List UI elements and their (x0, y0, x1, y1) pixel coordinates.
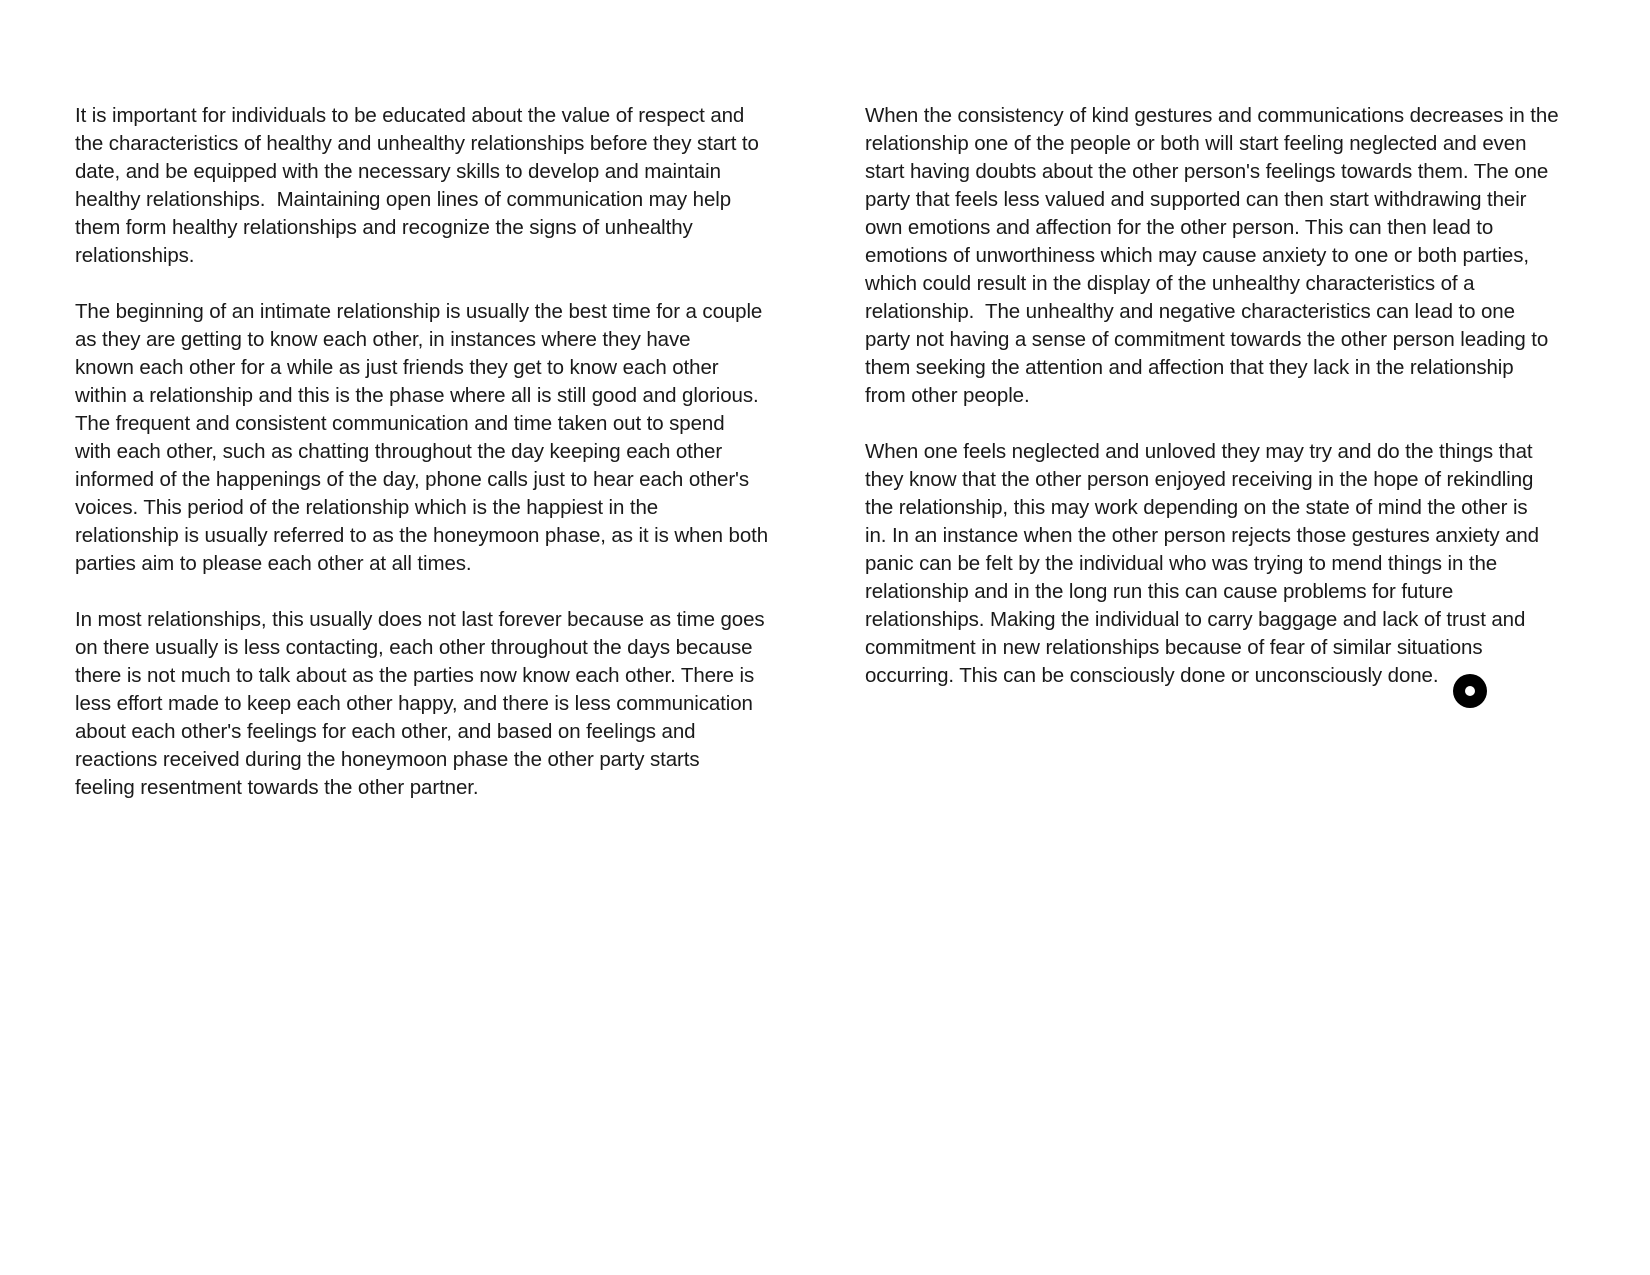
paragraph: In most relationships, this usually does not last forever because as time goes on there usually is less contacting, each other throughout the days because there is not much to talk about as the parties now know each other. There is less effort made to keep each other happy, and there is less communication about each other's feelings for each other, and based on feelings and reactions received during the honeymoon phase the other party starts feeling resentment towards the other partner. (75, 608, 765, 799)
right-text-column (865, 102, 1583, 718)
end-of-article-bullet-icon (1453, 674, 1487, 708)
paragraph: It is important for individuals to be educated about the value of respect and the characteristics of healthy and unhealthy relationships before they start to date, and be equipped with the necessary skills to develop and maintain healthy relationships. Maintaining open lines of communication may help them form healthy relationships and recognize the signs of unhealthy relationships. (75, 104, 759, 267)
paragraph: When the consistency of kind gestures and communications decreases in the relationship one of the people or both will start feeling neglected and even start having doubts about the other person's feelings towards them. The one party that feels less valued and supported can then start withdrawing their own emotions and affection for the other person. This can then lead to emotions of unworthiness which may cause anxiety to one or both parties, which could result in the display of the unhealthy characteristics of a relationship. The unhealthy and negative characteristics can lead to one party not having a sense of commitment towards the other person leading to them seeking the attention and affection that they lack in the relationship from other people. (865, 104, 1559, 407)
left-text-column (75, 102, 793, 830)
paragraph: When one feels neglected and unloved they may try and do the things that they know that the other person enjoyed receiving in the hope of rekindling the relationship, this may work depending on the state of mind the other is in. In an instance when the other person rejects those gestures anxiety and panic can be felt by the individual who was trying to mend things in the relationship and in the long run this can cause problems for future relationships. Making the individual to carry baggage and lack of trust and commitment in new relationships because of fear of similar situations occurring. This can be consciously done or unconsciously done. (865, 440, 1539, 687)
paragraph: The beginning of an intimate relationship is usually the best time for a couple as they are getting to know each other, in instances where they have known each other for a while as just friends they get to know each other within a relationship and this is the phase where all is still good and glorious. The frequent and consistent communication and time taken out to spend with each other, such as chatting throughout the day keeping each other informed of the happenings of the day, phone calls just to hear each other's voices. This period of the relationship which is the happiest in the relationship is usually referred to as the honeymoon phase, as it is when both parties aim to please each other at all times. (75, 300, 769, 575)
